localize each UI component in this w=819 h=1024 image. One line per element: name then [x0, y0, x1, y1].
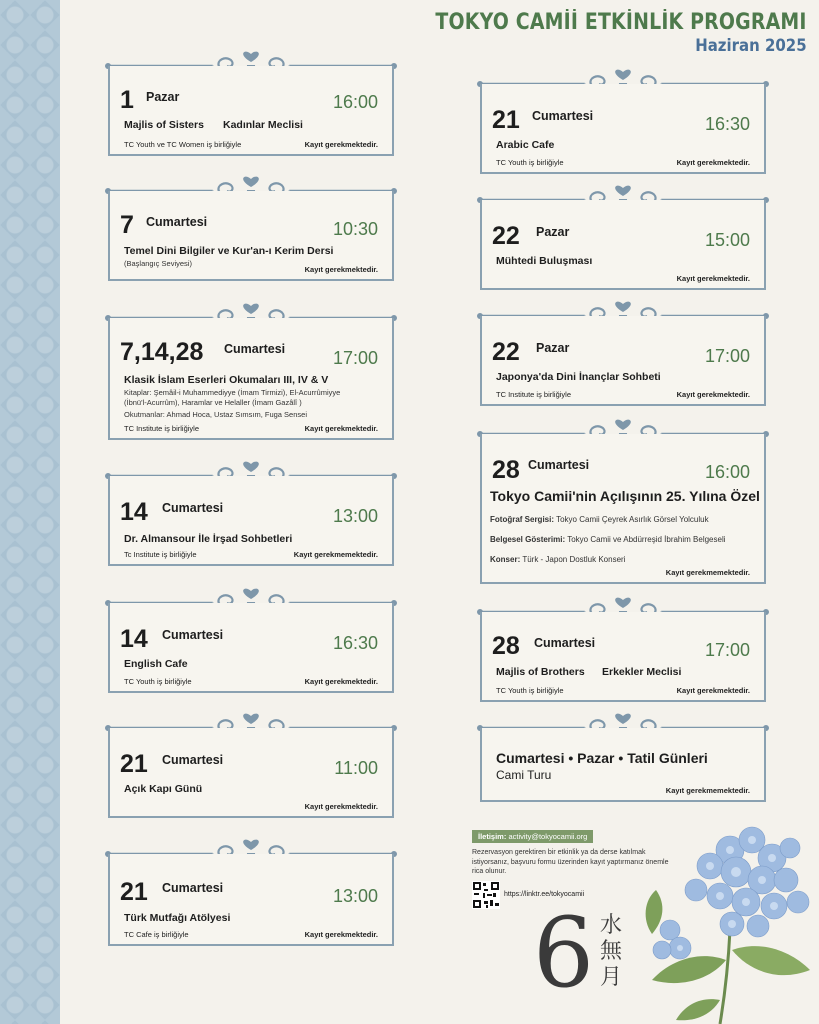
- event-detail-concert: [490, 555, 625, 564]
- event-note: TC Cafe iş birliğiyle: [124, 930, 189, 939]
- kanji-char: 無: [599, 939, 622, 964]
- event-time: 15:00: [704, 230, 750, 250]
- event-day: 28: [492, 632, 520, 660]
- event-card-tour: [476, 712, 770, 802]
- event-books-line-1: Kitaplar: Şemâil-i Muhammediyye (İmam Tirmizi), El-Acurrûmiyye: [124, 388, 341, 397]
- event-weekday: Cumartesi: [528, 458, 590, 472]
- event-weekday: Cumartesi: [162, 881, 224, 895]
- event-box: [108, 66, 394, 156]
- event-registration: Kayıt gerekmektedir.: [304, 930, 378, 939]
- event-card: [476, 184, 770, 290]
- event-note: Tc Institute iş birliğiyle: [124, 550, 197, 559]
- event-registration: Kayıt gerekmektedir.: [676, 390, 750, 399]
- event-registration: Kayıt gerekmektedir.: [676, 158, 750, 167]
- event-weekday: Cumartesi: [534, 636, 596, 650]
- event-day: 14: [120, 498, 148, 526]
- hydrangea-illustration: [640, 810, 819, 1024]
- event-weekday: Cumartesi: [146, 215, 208, 229]
- event-card: [104, 587, 398, 693]
- event-registration: Kayıt gerekmektedir.: [304, 802, 378, 811]
- event-title: Açık Kapı Günü: [124, 783, 203, 795]
- event-day: 21: [120, 750, 148, 778]
- event-card-anniversary: [476, 418, 770, 584]
- event-time: 17:00: [332, 348, 378, 368]
- event-note: TC Institute iş birliğiyle: [124, 424, 200, 433]
- event-time: 16:00: [704, 462, 750, 482]
- event-readers: Okutmanlar: Ahmad Hoca, Ustaz Sımsım, Fuga Sensei: [124, 410, 307, 419]
- event-registration: Kayıt gerekmektedir.: [304, 677, 378, 686]
- event-box: [108, 318, 394, 440]
- event-title: Dr. Almansour İle İrşad Sohbetleri: [124, 533, 293, 545]
- detail-label: Fotoğraf Sergisi:: [490, 515, 555, 524]
- contact-email[interactable]: activity@tokyocamii.org: [508, 832, 588, 841]
- event-box: [480, 316, 766, 406]
- event-weekday: Pazar: [536, 341, 570, 355]
- event-weekday: Cumartesi: [162, 501, 224, 515]
- event-note: TC Youth iş birliğiyle: [124, 677, 192, 686]
- event-note: TC Institute iş birliğiyle: [496, 390, 572, 399]
- event-card: [476, 68, 770, 174]
- page-title: TOKYO CAMİİ ETKİNLİK PROGRAMI: [435, 10, 807, 35]
- event-weekday: Cumartesi: [162, 753, 224, 767]
- event-registration: Kayıt gerekmektedir.: [304, 265, 378, 274]
- event-registration: Kayıt gerekmektedir.: [304, 424, 378, 433]
- event-books-line-2: (İbnü'l-Acurrûm), Haramlar ve Helaller (İmam Gazâlî ): [124, 398, 302, 407]
- event-card: [104, 838, 398, 946]
- event-card: [104, 50, 398, 156]
- event-time: 17:00: [704, 640, 750, 660]
- month-kanji: [598, 913, 624, 991]
- event-subtitle: (Başlangıç Seviyesi): [124, 259, 192, 268]
- event-title: Cami Turu: [496, 768, 552, 782]
- event-title: Türk Mutfağı Atölyesi: [124, 912, 231, 924]
- event-title: Klasik İslam Eserleri Okumaları III, IV & V: [124, 374, 329, 386]
- event-box: [480, 200, 766, 290]
- event-box: [480, 612, 766, 702]
- event-weekday: Pazar: [536, 225, 570, 239]
- event-weekday: Cumartesi: [162, 628, 224, 642]
- qr-code-icon[interactable]: [472, 881, 500, 909]
- event-box: [108, 854, 394, 946]
- kanji-char: 月: [599, 965, 622, 990]
- event-time: 13:00: [332, 506, 378, 526]
- event-note: TC Youth iş birliğiyle: [496, 686, 564, 695]
- event-registration: Kayıt gerekmemektedir.: [293, 550, 378, 559]
- event-detail-photo: [490, 515, 709, 524]
- contact-text: Rezervasyon gerektiren bir etkinlik ya da derse katılmak istiyorsanız, başvuru formu üzerinden kayıt yaptırmanız önemle rica olunur.: [472, 849, 669, 875]
- event-title: Majlis of Sisters: [124, 119, 204, 131]
- event-card: [104, 460, 398, 566]
- event-day: 21: [492, 106, 520, 134]
- event-day: 14: [120, 625, 148, 653]
- event-day: 1: [120, 86, 134, 114]
- event-day: 22: [492, 222, 520, 250]
- event-days: Cumartesi • Pazar • Tatil Günleri: [496, 750, 708, 766]
- event-box: [108, 603, 394, 693]
- event-day: 28: [492, 456, 520, 484]
- event-detail-documentary: [490, 535, 726, 544]
- event-title: Tokyo Camii'nin Açılışının 25. Yılına Özel: [490, 488, 760, 504]
- event-weekday: Pazar: [146, 90, 180, 104]
- event-time: 11:00: [334, 758, 378, 778]
- event-time: 13:00: [332, 886, 378, 906]
- linktree-link[interactable]: https://linktr.ee/tokyocamii: [504, 891, 585, 898]
- event-time: 10:30: [332, 219, 378, 239]
- event-title: Japonya'da Dini İnançlar Sohbeti: [496, 371, 661, 383]
- event-day: 22: [492, 338, 520, 366]
- event-title: Arabic Cafe: [496, 139, 555, 151]
- event-day: 21: [120, 878, 148, 906]
- event-box: [480, 434, 766, 584]
- page-month: Haziran 2025: [695, 36, 807, 56]
- event-registration: Kayıt gerekmektedir.: [676, 686, 750, 695]
- event-card: [104, 302, 398, 440]
- event-registration: Kayıt gerekmemektedir.: [665, 568, 750, 577]
- event-weekday: Cumartesi: [532, 109, 594, 123]
- event-note: TC Youth ve TC Women iş birliğiyle: [124, 140, 242, 149]
- event-time: 16:30: [332, 633, 378, 653]
- event-registration: Kayıt gerekmektedir.: [676, 274, 750, 283]
- event-box: [480, 728, 766, 802]
- detail-text: Tokyo Camii ve Abdürreşid İbrahim Belgeseli: [567, 535, 726, 544]
- event-card: [476, 300, 770, 406]
- contact-label: İletişim:: [478, 832, 507, 841]
- event-title: Mühtedi Buluşması: [496, 255, 593, 267]
- event-card: [104, 175, 398, 281]
- month-number: 6: [533, 897, 595, 1009]
- detail-text: Türk - Japon Dostluk Konseri: [522, 555, 626, 564]
- detail-label: Konser:: [490, 555, 521, 564]
- event-day: 7: [120, 211, 134, 239]
- event-time: 16:30: [704, 114, 750, 134]
- event-box: [108, 476, 394, 566]
- event-box: [480, 84, 766, 174]
- event-card: [476, 596, 770, 702]
- event-title-secondary: Erkekler Meclisi: [602, 666, 682, 678]
- contact-tag: [472, 830, 593, 843]
- side-pattern-strip: [0, 0, 60, 1024]
- detail-text: Tokyo Camii Çeyrek Asırlık Görsel Yolculuk: [556, 515, 709, 524]
- event-title: Temel Dini Bilgiler ve Kur'an-ı Kerim Dersi: [124, 245, 334, 257]
- event-card: [104, 712, 398, 818]
- event-title: Majlis of Brothers: [496, 666, 585, 678]
- kanji-char: 水: [599, 913, 622, 938]
- page-header: [375, 10, 807, 56]
- event-title: English Cafe: [124, 658, 188, 670]
- event-registration: Kayıt gerekmemektedir.: [665, 786, 750, 795]
- event-note: TC Youth iş birliğiyle: [496, 158, 564, 167]
- event-time: 17:00: [704, 346, 750, 366]
- event-day: 7,14,28: [120, 338, 204, 366]
- event-box: [108, 728, 394, 818]
- event-time: 16:00: [332, 92, 378, 112]
- event-weekday: Cumartesi: [224, 342, 286, 356]
- event-title-secondary: Kadınlar Meclisi: [223, 119, 303, 131]
- detail-label: Belgesel Gösterimi:: [490, 535, 566, 544]
- event-registration: Kayıt gerekmektedir.: [304, 140, 378, 149]
- event-box: [108, 191, 394, 281]
